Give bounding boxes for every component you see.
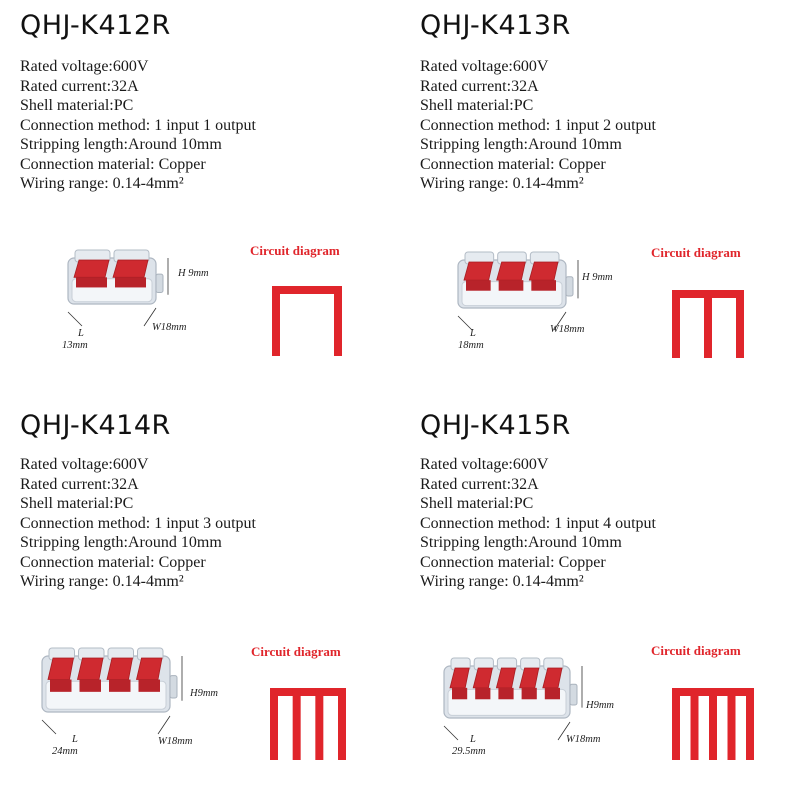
lever [74, 260, 109, 277]
spec-connection-material: Connection material: Copper [20, 553, 206, 571]
circuit-diagram-label: Circuit diagram [651, 643, 741, 658]
spec-rated-current: Rated current:32A [420, 475, 539, 493]
connector-side-port [570, 684, 577, 705]
model-title: QHJ-K414R [20, 410, 171, 441]
spec-rated-voltage: Rated voltage:600V [20, 58, 149, 75]
width-dimension-label: W18mm [158, 736, 193, 747]
spec-rated-voltage: Rated voltage:600V [20, 456, 149, 473]
length-dimension-line [42, 720, 56, 734]
length-dimension-value: 13mm [62, 340, 88, 351]
spec-shell-material: Shell material:PC [420, 495, 534, 512]
diagram-leg [334, 286, 342, 356]
spec-stripping-length: Stripping length:Around 10mm [20, 136, 222, 153]
spec-wiring-range: Wiring range: 0.14-4mm² [20, 175, 184, 192]
lever-front [531, 280, 556, 291]
diagram-leg [709, 688, 717, 760]
diagram-leg [270, 688, 278, 760]
height-dimension-label: H9mm [586, 700, 614, 711]
lever-front [139, 680, 161, 692]
diagram-leg [728, 688, 736, 760]
spec-wiring-range: Wiring range: 0.14-4mm² [420, 573, 584, 590]
length-dimension-value: 29.5mm [452, 746, 486, 757]
connector-side-port [156, 274, 163, 292]
lever-front [76, 277, 107, 287]
model-title: QHJ-K412R [20, 10, 171, 41]
spec-list [20, 57, 256, 194]
spec-stripping-length: Stripping length:Around 10mm [420, 136, 622, 153]
product-panel-k412r [0, 0, 400, 400]
lever-front [80, 680, 102, 692]
spec-rated-current: Rated current:32A [20, 475, 139, 493]
circuit-diagram [672, 688, 754, 760]
lever-front [115, 277, 146, 287]
length-dimension-label: L [470, 328, 476, 339]
spec-connection-material: Connection material: Copper [420, 155, 606, 173]
lever-front [50, 680, 72, 692]
width-dimension-label: W18mm [566, 734, 601, 745]
spec-stripping-length: Stripping length:Around 10mm [420, 534, 622, 551]
lever [464, 262, 493, 280]
spec-wiring-range: Wiring range: 0.14-4mm² [20, 573, 184, 590]
spec-connection-method: Connection method: 1 input 1 output [20, 116, 256, 134]
diagram-bar [270, 688, 346, 696]
connector-image [452, 242, 585, 335]
height-dimension-label: H9mm [190, 688, 218, 699]
spec-shell-material: Shell material:PC [20, 97, 134, 114]
lever-front [109, 680, 131, 692]
diagram-leg [672, 688, 680, 760]
length-dimension-line [444, 726, 458, 740]
lever-front [466, 280, 491, 291]
diagram-leg [672, 290, 680, 358]
spec-list [420, 57, 656, 194]
width-dimension-line [158, 716, 170, 734]
connector-image [438, 648, 586, 744]
spec-rated-voltage: Rated voltage:600V [420, 58, 549, 75]
circuit-diagram-label: Circuit diagram [251, 644, 341, 659]
model-title: QHJ-K415R [420, 410, 571, 441]
circuit-diagram [272, 286, 342, 356]
height-dimension-label: H 9mm [582, 272, 613, 283]
spec-connection-material: Connection material: Copper [20, 155, 206, 173]
connector-side-port [566, 277, 573, 296]
spec-connection-material: Connection material: Copper [420, 553, 606, 571]
spec-rated-voltage: Rated voltage:600V [420, 456, 549, 473]
diagram-leg [338, 688, 346, 760]
length-dimension-label: L [470, 734, 476, 745]
lever-front [522, 688, 537, 699]
lever-front [475, 688, 490, 699]
length-dimension-line [68, 312, 82, 326]
connector-side-port [170, 676, 177, 698]
length-dimension-value: 18mm [458, 340, 484, 351]
spec-connection-method: Connection method: 1 input 4 output [420, 514, 656, 532]
model-title: QHJ-K413R [420, 10, 571, 41]
spec-rated-current: Rated current:32A [420, 77, 539, 95]
lever [113, 260, 148, 277]
spec-connection-method: Connection method: 1 input 2 output [420, 116, 656, 134]
diagram-leg [704, 290, 712, 358]
spec-wiring-range: Wiring range: 0.14-4mm² [420, 175, 584, 192]
connector-image [62, 240, 172, 330]
diagram-bar [272, 286, 342, 294]
length-dimension-label: L [72, 734, 78, 745]
connector-image [36, 638, 186, 738]
spec-shell-material: Shell material:PC [20, 495, 134, 512]
product-panel-k415r [400, 400, 800, 800]
circuit-diagram [672, 290, 744, 358]
diagram-leg [746, 688, 754, 760]
diagram-leg [272, 286, 280, 356]
diagram-leg [315, 688, 323, 760]
diagram-leg [691, 688, 699, 760]
spec-rated-current: Rated current:32A [20, 77, 139, 95]
lever [497, 262, 526, 280]
lever-front [545, 688, 560, 699]
lever-front [498, 688, 513, 699]
spec-list [20, 455, 256, 592]
product-panel-k414r [0, 400, 400, 800]
spec-list [420, 455, 656, 592]
circuit-diagram-label: Circuit diagram [250, 243, 340, 258]
width-dimension-label: W18mm [550, 324, 585, 335]
spec-shell-material: Shell material:PC [420, 97, 534, 114]
lever-front [452, 688, 467, 699]
product-panel-k413r [400, 0, 800, 400]
width-dimension-label: W18mm [152, 322, 187, 333]
lever [529, 262, 558, 280]
lever-front [499, 280, 524, 291]
diagram-leg [736, 290, 744, 358]
length-dimension-value: 24mm [52, 746, 78, 757]
height-dimension-label: H 9mm [178, 268, 209, 279]
spec-stripping-length: Stripping length:Around 10mm [20, 534, 222, 551]
diagram-leg [293, 688, 301, 760]
circuit-diagram [270, 688, 346, 760]
spec-connection-method: Connection method: 1 input 3 output [20, 514, 256, 532]
circuit-diagram-label: Circuit diagram [651, 245, 741, 260]
length-dimension-label: L [78, 328, 84, 339]
